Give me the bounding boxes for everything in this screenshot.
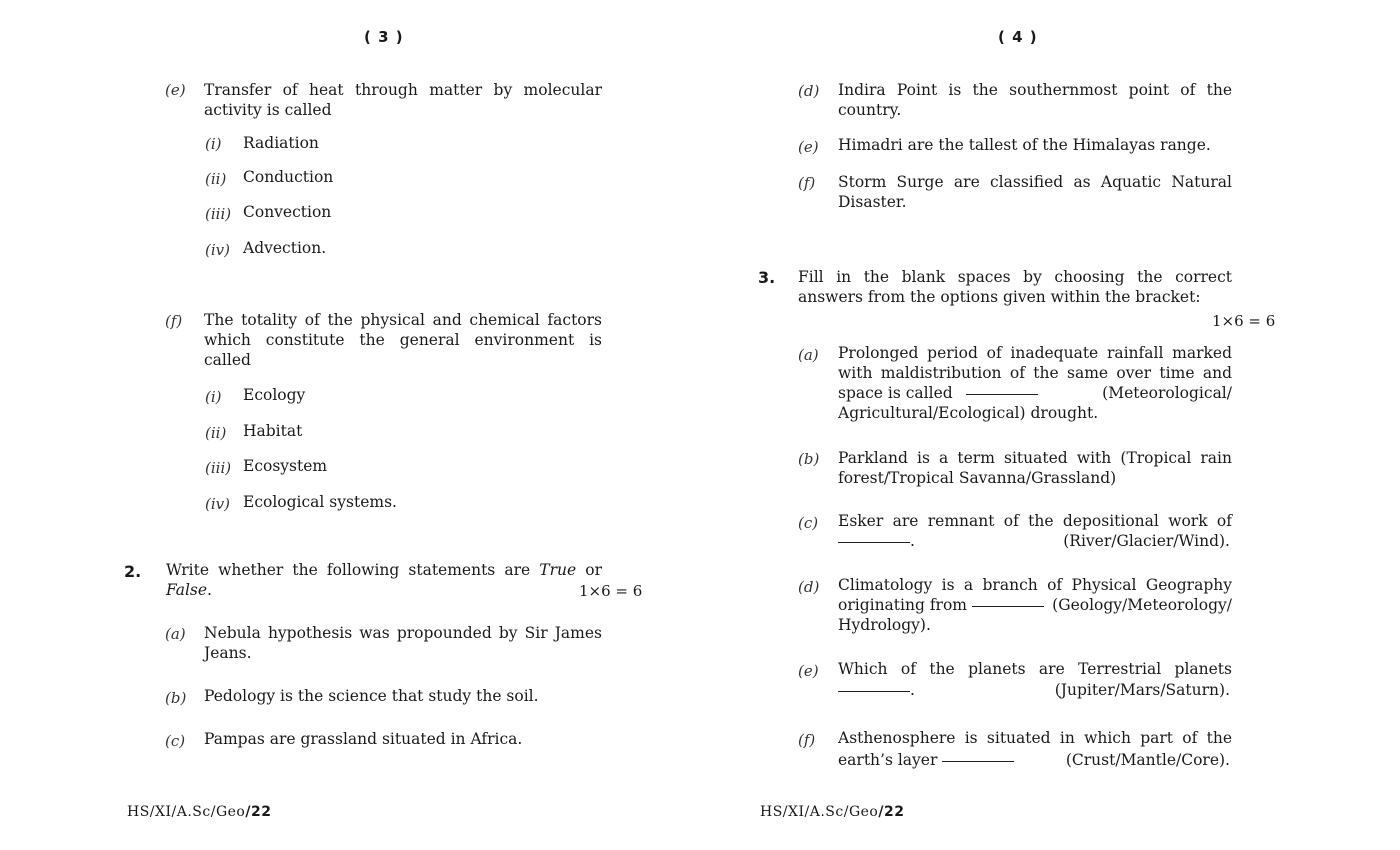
item-label: (b) [798, 450, 820, 468]
page-number: ( 4 ) [998, 28, 1038, 46]
option-text: Advection. [243, 239, 327, 257]
option-text: Habitat [243, 422, 303, 440]
footer-code: HS/XI/A.Sc/Geo/22 [127, 804, 272, 820]
option-text: Conduction [243, 168, 334, 186]
item-text: Indira Point is the southernmost point of the country. [838, 81, 1232, 119]
item-text: Pampas are grassland situated in Africa. [204, 730, 523, 748]
item-text: Agricultural/Ecological) drought. [838, 404, 1099, 422]
option-text: Ecology [243, 386, 306, 404]
item-text: Pedology is the science that study the soil. [204, 687, 539, 705]
item-label: (f) [798, 731, 816, 749]
footer-code: HS/XI/A.Sc/Geo/22 [760, 804, 905, 820]
option-label: (iv) [205, 241, 230, 259]
option-label: (i) [205, 135, 222, 153]
option-label: (iv) [205, 495, 230, 513]
answer-blank [838, 541, 910, 543]
option-text: Ecological systems. [243, 493, 397, 511]
option-label: (ii) [205, 424, 227, 442]
answer-blank [942, 760, 1014, 762]
item-text: Esker are remnant of the depositional work of [838, 512, 1232, 530]
item-text: earth’s layer (Crust/Mantle/Core). [838, 751, 1230, 769]
question-number: 3. [758, 268, 776, 287]
item-text: Storm Surge are classified as Aquatic Natural Disaster. [838, 173, 1232, 211]
item-label: (d) [798, 82, 820, 100]
option-text: Convection [243, 203, 332, 221]
item-label: (f) [798, 174, 816, 192]
item-text: Which of the planets are Terrestrial planets [838, 660, 1232, 678]
item-text: Himadri are the tallest of the Himalayas range. [838, 136, 1211, 154]
option-label: (iii) [205, 459, 232, 477]
question-number: 2. [124, 562, 142, 581]
option-label: (iii) [205, 205, 232, 223]
item-text: Climatology is a branch of Physical Geography [838, 576, 1232, 594]
question-text: Transfer of heat through matter by molecular activity is called [204, 81, 602, 119]
answer-blank [966, 393, 1038, 395]
item-label: (e) [798, 138, 819, 156]
item-text: originating from (Geology/Meteorology/ [838, 596, 1232, 614]
item-text: Hydrology). [838, 616, 931, 634]
option-label: (i) [205, 388, 222, 406]
marks: 1×6 = 6 [579, 582, 643, 600]
item-label: (e) [798, 662, 819, 680]
item-text: . (Jupiter/Mars/Saturn). [838, 681, 1230, 699]
marks: 1×6 = 6 [1212, 312, 1276, 330]
item-label: (b) [165, 689, 187, 707]
option-text: Ecosystem [243, 457, 328, 475]
question-label: (e) [165, 81, 186, 99]
question-label: (f) [165, 312, 183, 330]
option-text: Radiation [243, 134, 319, 152]
option-label: (ii) [205, 170, 227, 188]
item-text: Nebula hypothesis was propounded by Sir James Jeans. [204, 624, 602, 662]
question-text-cont: False. [166, 581, 212, 599]
item-text: Parkland is a term situated with (Tropical rain forest/Tropical Savanna/Grassland) [838, 449, 1232, 487]
question-text: Fill in the blank spaces by choosing the correct answers from the options given within the bracket: [798, 268, 1232, 306]
item-label: (a) [798, 346, 819, 364]
item-text: Asthenosphere is situated in which part of the [838, 729, 1232, 747]
answer-blank [838, 690, 910, 692]
question-text: Write whether the following statements are True or [166, 561, 603, 579]
item-label: (c) [165, 732, 186, 750]
page-number: ( 3 ) [364, 28, 404, 46]
item-label: (c) [798, 514, 819, 532]
item-text: Prolonged period of inadequate rainfall marked [838, 344, 1232, 362]
item-label: (d) [798, 578, 820, 596]
item-label: (a) [165, 625, 186, 643]
question-text: The totality of the physical and chemical factors which constitute the general environment is called [204, 311, 602, 369]
item-text: . (River/Glacier/Wind). [838, 532, 1230, 550]
answer-blank [972, 605, 1044, 607]
item-text: space is called (Meteorological/ [838, 384, 1232, 402]
item-text: with maldistribution of the same over time and [838, 364, 1232, 382]
